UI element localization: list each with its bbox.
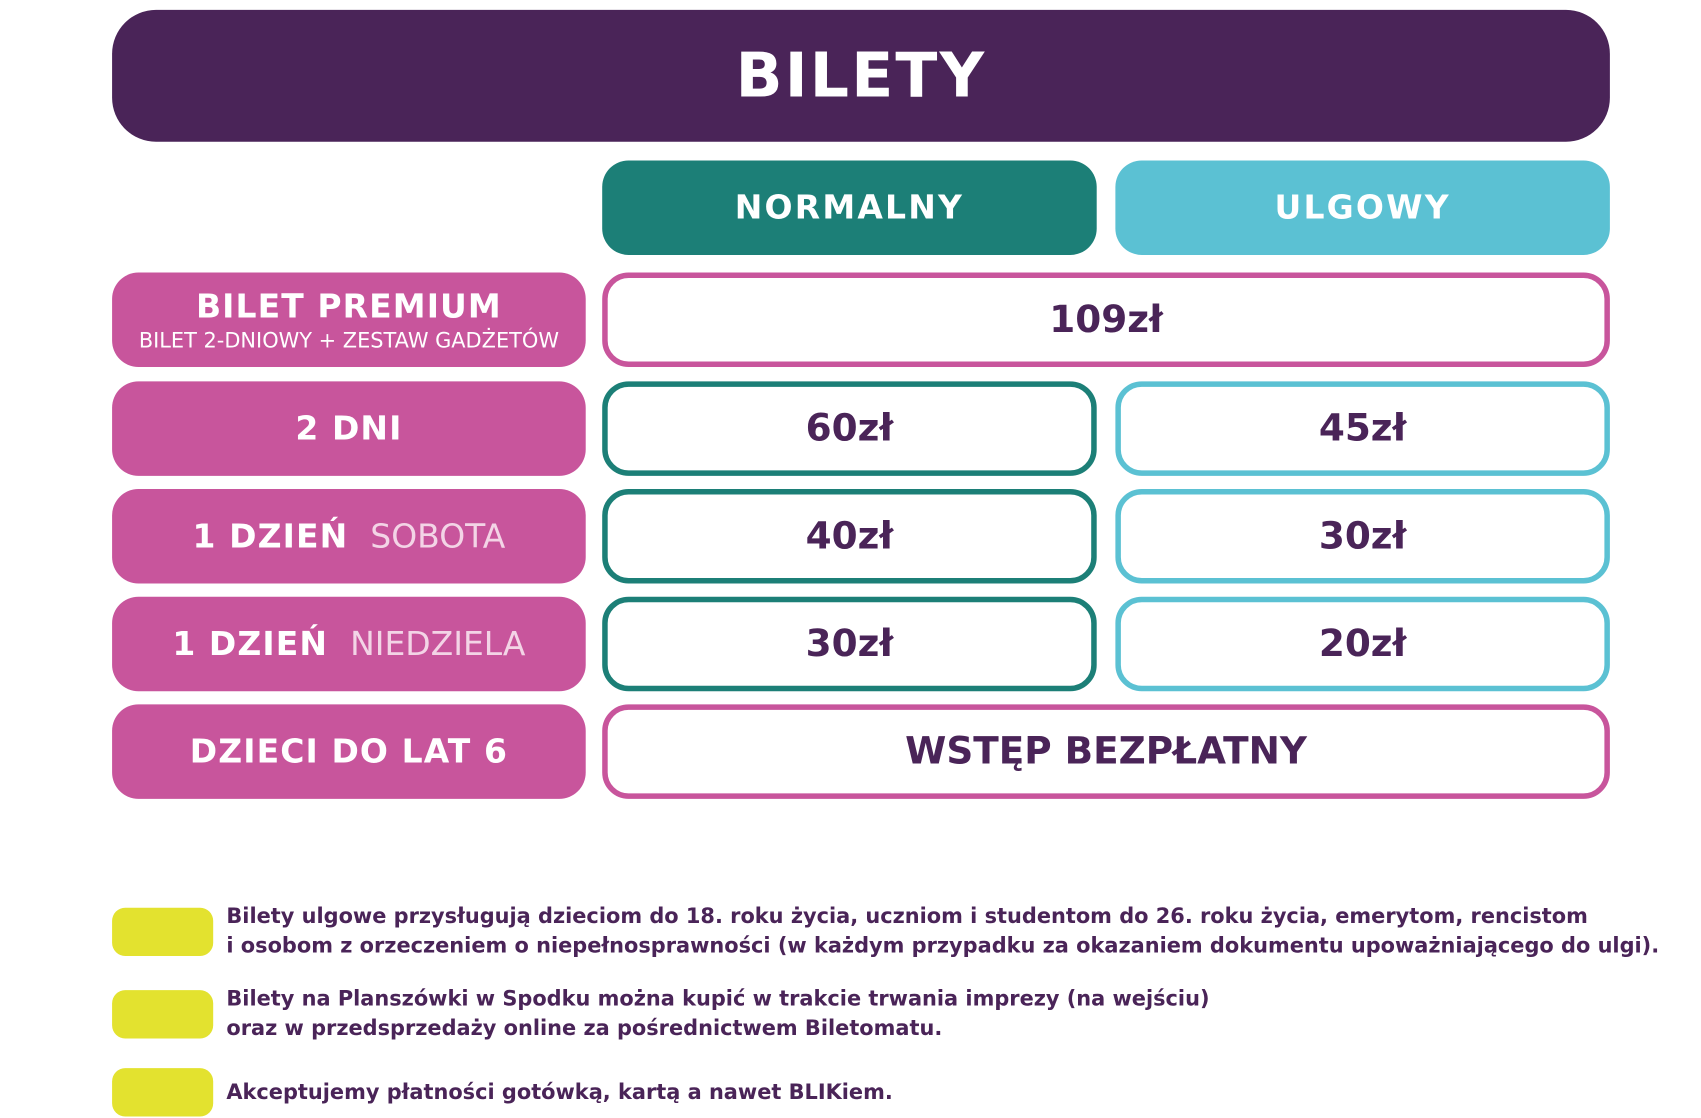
row-label-saturday [112, 489, 586, 584]
price-premium: 109zł [602, 273, 1610, 368]
price-saturday-normal: 40zł [602, 489, 1097, 584]
row-label-sunday-title: 1 DZIEŃ [172, 624, 329, 664]
price-sunday-normal: 30zł [602, 597, 1097, 692]
row-label-sunday [112, 597, 586, 692]
column-header-reduced: ULGOWY [1115, 160, 1610, 255]
note-payment-methods [112, 1068, 893, 1116]
row-label-premium-subtitle: BILET 2-DNIOWY + ZESTAW GADŻETÓW [138, 328, 559, 353]
row-label-saturday-day: SOBOTA [370, 517, 506, 556]
row-label-children-title: DZIECI DO LAT 6 [189, 732, 509, 771]
row-label-children [112, 704, 586, 799]
row-label-premium-title: BILET PREMIUM [195, 287, 502, 326]
note-text: Bilety na Planszówki w Spodku można kupić w trakcie trwania imprezy (na wejściu) oraz w przedsprzedaży online za pośrednictwem Biletomatu. [226, 986, 1210, 1041]
row-label-saturday-title: 1 DZIEŃ [192, 517, 349, 556]
note-marker [112, 990, 213, 1038]
row-label-sunday-day: NIEDZIELA [350, 624, 526, 664]
row-label-two-days-title: 2 DNI [295, 409, 403, 448]
note-reduced-eligibility [112, 902, 1659, 961]
column-header-normal: NORMALNY [602, 160, 1097, 255]
note-marker [112, 908, 213, 956]
page-title: BILETY [112, 10, 1610, 142]
price-children: WSTĘP BEZPŁATNY [602, 704, 1610, 799]
row-label-premium [112, 273, 586, 368]
price-two-days-reduced: 45zł [1115, 381, 1610, 476]
note-text: Bilety ulgowe przysługują dzieciom do 18. roku życia, uczniom i studentom do 26. roku życia, emerytom, rencistom i osobom z orzeczeniem o niepełnosprawności (w każdym przypadku za okazaniem dokumentu upoważniającego do ulgi). [226, 904, 1660, 959]
price-sunday-reduced: 20zł [1115, 597, 1610, 692]
note-text: Akceptujemy płatności gotówką, kartą a nawet BLIKiem. [226, 1079, 893, 1104]
row-label-two-days [112, 381, 586, 476]
note-marker [112, 1068, 213, 1116]
note-where-to-buy [112, 985, 1209, 1044]
price-two-days-normal: 60zł [602, 381, 1097, 476]
price-saturday-reduced: 30zł [1115, 489, 1610, 584]
